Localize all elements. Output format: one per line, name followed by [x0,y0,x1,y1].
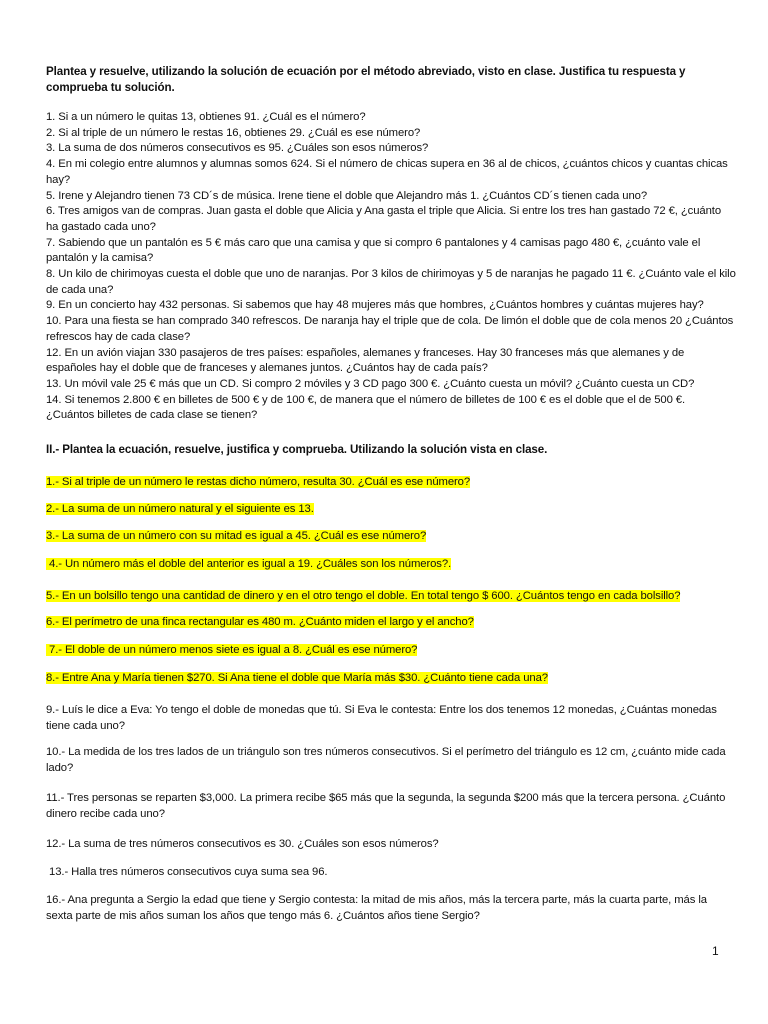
section2-item [46,528,736,544]
problem-item: 8. Un kilo de chirimoyas cuesta el doble que uno de naranjas. Por 3 kilos de chirimoyas y 5 de naranjas he pagado 11 €. ¿Cuánto vale el kilo de cada una? [46,268,736,296]
section2-text: 6.- El perímetro de una finca rectangular es 480 m. ¿Cuánto miden el largo y el ancho? [46,616,474,628]
section2-item: 9.- Luís le dice a Eva: Yo tengo el doble de monedas que tú. Si Eva le contesta: Entre los dos tenemos 12 monedas, ¿Cuántas monedas tiene cada uno? [46,704,717,732]
problem-item: 1. Si a un número le quitas 13, obtienes 91. ¿Cuál es el número? [46,111,366,123]
problem-item: 5. Irene y Alejandro tienen 73 CD´s de música. Irene tiene el doble que Alejandro más 1. ¿Cuántos CD´s tienen cada uno? [46,189,648,202]
section2-item: 10.- La medida de los tres lados de un triángulo son tres números consecutivos. Si el perímetro del triángulo es 12 cm, ¿cuánto mide cada lado? [46,746,726,774]
problem-item: 2. Si al triple de un número le restas 16, obtienes 29. ¿Cuál es ese número? [46,126,421,139]
problem-item: 3. La suma de dos números consecutivos es 95. ¿Cuáles son esos números? [46,142,429,155]
section2-item [46,614,736,630]
instructions-heading: Plantea y resuelve, utilizando la solución de ecuación por el método abreviado, visto en clase. Justifica tu respuesta y comprueba tu solución. [46,65,686,94]
problem-item: 7. Sabiendo que un pantalón es 5 € más caro que una camisa y que si compro 6 pantalones y 4 camisas pago 480 €, ¿cuánto vale el pantalón y la camisa? [46,236,701,265]
page-number: 1 [712,944,719,958]
section2-text: 4.- Un número más el doble del anterior es igual a 19. ¿Cuáles son los números?. [46,558,452,570]
section2-item [46,474,736,490]
problem-item: 4. En mi colegio entre alumnos y alumnas somos 624. Si el número de chicas supera en 36 al de chicos, ¿cuántos chicos y cuantas chicas hay? [46,158,728,186]
problem-item: 6. Tres amigos van de compras. Juan gasta el doble que Alicia y Ana gasta el triple que Alicia. Si entre los tres han gastado 72 €, ¿cuánto ha gastado cada uno? [46,205,721,233]
section2-item [46,670,736,686]
section2-text: 7.- El doble de un número menos siete es igual a 8. ¿Cuál es ese número? [46,644,418,656]
problem-item: 14. Si tenemos 2.800 € en billetes de 500 € y de 100 €, de manera que el número de billetes de 100 € es el doble que el de 500 €. ¿Cuántos billetes de cada clase se tienen? [46,393,686,422]
section2-item: 12.- La suma de tres números consecutivos es 30. ¿Cuáles son esos números? [46,838,439,850]
section2-item [46,556,736,572]
section2-item: 11.- Tres personas se reparten $3,000. La primera recibe $65 más que la segunda, la segunda $200 más que la tercera persona. ¿Cuánto dinero recibe cada uno? [46,792,726,820]
problem-item: 12. En un avión viajan 330 pasajeros de tres países: españoles, alemanes y franceses. Hay 30 franceses más que alemanes y de españoles hay el doble que de franceses y alemanes juntos. ¿Cuántos hay de cada país? [46,346,685,375]
section2-text: 3.- La suma de un número con su mitad es igual a 45. ¿Cuál es ese número? [46,530,427,542]
section2-item: 13.- Halla tres números consecutivos cuya suma sea 96. [46,866,328,878]
section2-item [46,588,736,604]
section2-text: 5.- En un bolsillo tengo una cantidad de dinero y en el otro tengo el doble. En total tengo $ 600. ¿Cuántos tengo en cada bolsillo? [46,590,681,602]
section2-item [46,642,736,658]
section2-heading: II.- Plantea la ecuación, resuelve, justifica y comprueba. Utilizando la solución vista en clase. [46,443,548,456]
problem-item: 10. Para una fiesta se han comprado 340 refrescos. De naranja hay el triple que de cola. De limón el doble que de cola menos 20 ¿Cuántos refrescos hay de cada clase? [46,315,734,343]
section2-item [46,501,736,517]
section2-item: 16.- Ana pregunta a Sergio la edad que tiene y Sergio contesta: la mitad de mis años, más la tercera parte, más la cuarta parte, más la sexta parte de mis años suman los años que tengo más 6. ¿Cuántos años tiene Sergio? [46,894,707,922]
problem-item: 13. Un móvil vale 25 € más que un CD. Si compro 2 móviles y 3 CD pago 300 €. ¿Cuánto cuesta un móvil? ¿Cuánto cuesta un CD? [46,377,695,390]
section2-text: 8.- Entre Ana y María tienen $270. Si Ana tiene el doble que María más $30. ¿Cuánto tiene cada una? [46,672,548,684]
section2-text: 2.- La suma de un número natural y el siguiente es 13. [46,503,314,515]
problem-item: 9. En un concierto hay 432 personas. Si sabemos que hay 48 mujeres más que hombres, ¿Cuántos hombres y cuántas mujeres hay? [46,299,704,312]
section2-text: 1.- Si al triple de un número le restas dicho número, resulta 30. ¿Cuál es ese número? [46,476,471,488]
problem-list [46,110,736,424]
